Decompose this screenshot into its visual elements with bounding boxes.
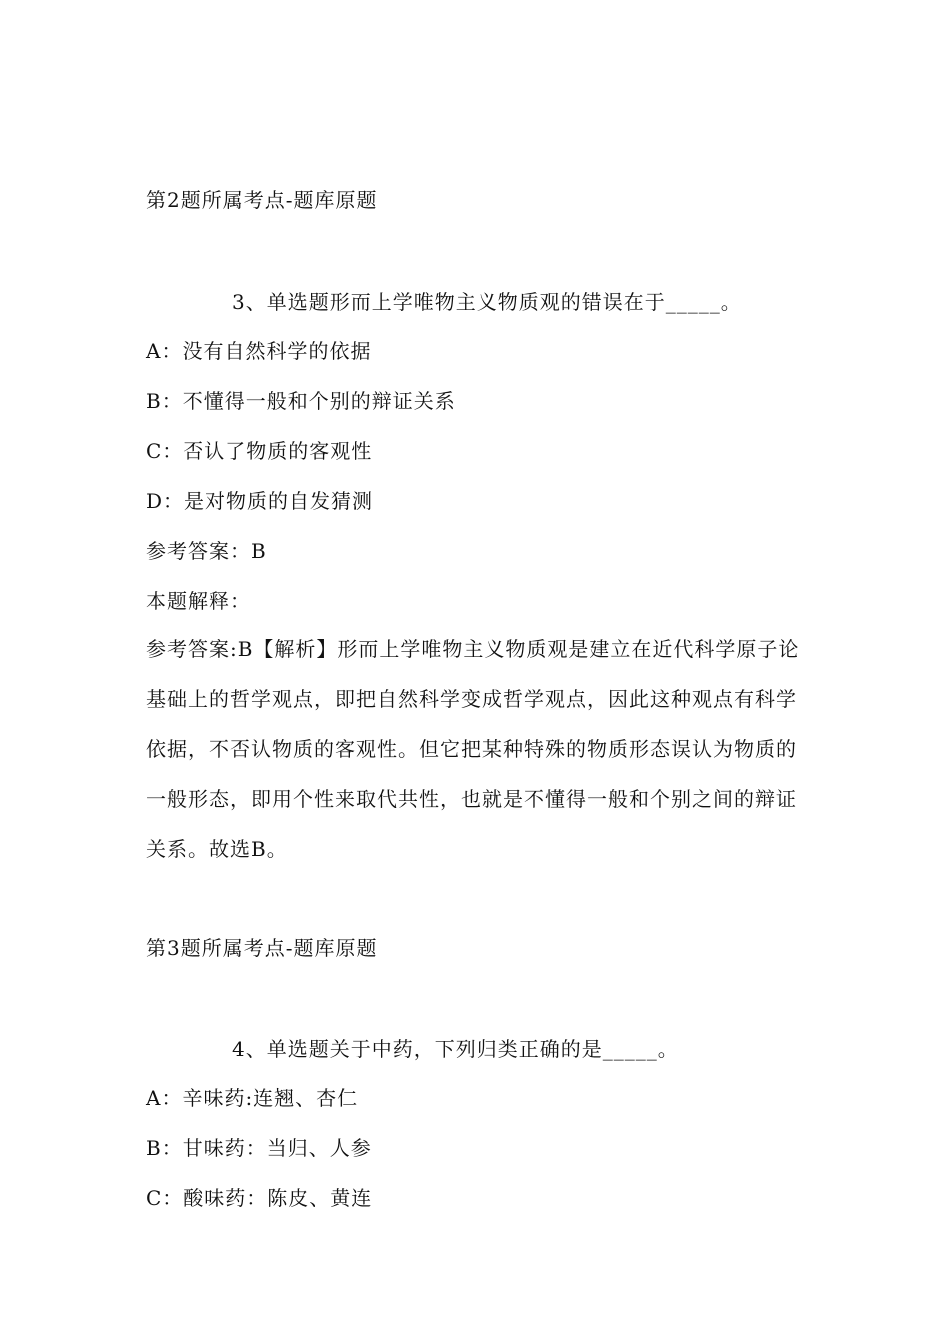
option-a: A：辛味药:连翘、杏仁 — [146, 1086, 359, 1110]
question-stem: 4、单选题关于中药，下列归类正确的是_____。 — [232, 1037, 679, 1061]
explanation-label: 本题解释： — [146, 589, 251, 613]
option-b: B：不懂得一般和个别的辩证关系 — [146, 389, 456, 413]
option-c: C：酸味药：陈皮、黄连 — [146, 1186, 373, 1210]
answer-text: 参考答案：B — [146, 539, 267, 563]
explanation-paragraph: 参考答案:B【解析】形而上学唯物主义物质观是建立在近代科学原子论基础上的哲学观点，即把自然科学变成哲学观点，因此这种观点有科学依据，不否认物质的客观性。但它把某种特殊的物质形态误认为物质的一般形态，即用个性来取代共性，也就是不懂得一般和个别之间的辩证关系。故选B。 — [146, 637, 800, 861]
question-stem: 3、单选题形而上学唯物主义物质观的错误在于_____。 — [232, 290, 742, 314]
question-source-label: 第2题所属考点-题库原题 — [146, 188, 378, 212]
option-b: B：甘味药：当归、人参 — [146, 1136, 372, 1160]
option-a: A：没有自然科学的依据 — [146, 339, 372, 363]
option-c: C：否认了物质的客观性 — [146, 439, 373, 463]
option-d: D：是对物质的自发猜测 — [146, 489, 374, 513]
question-source-label: 第3题所属考点-题库原题 — [146, 936, 378, 960]
